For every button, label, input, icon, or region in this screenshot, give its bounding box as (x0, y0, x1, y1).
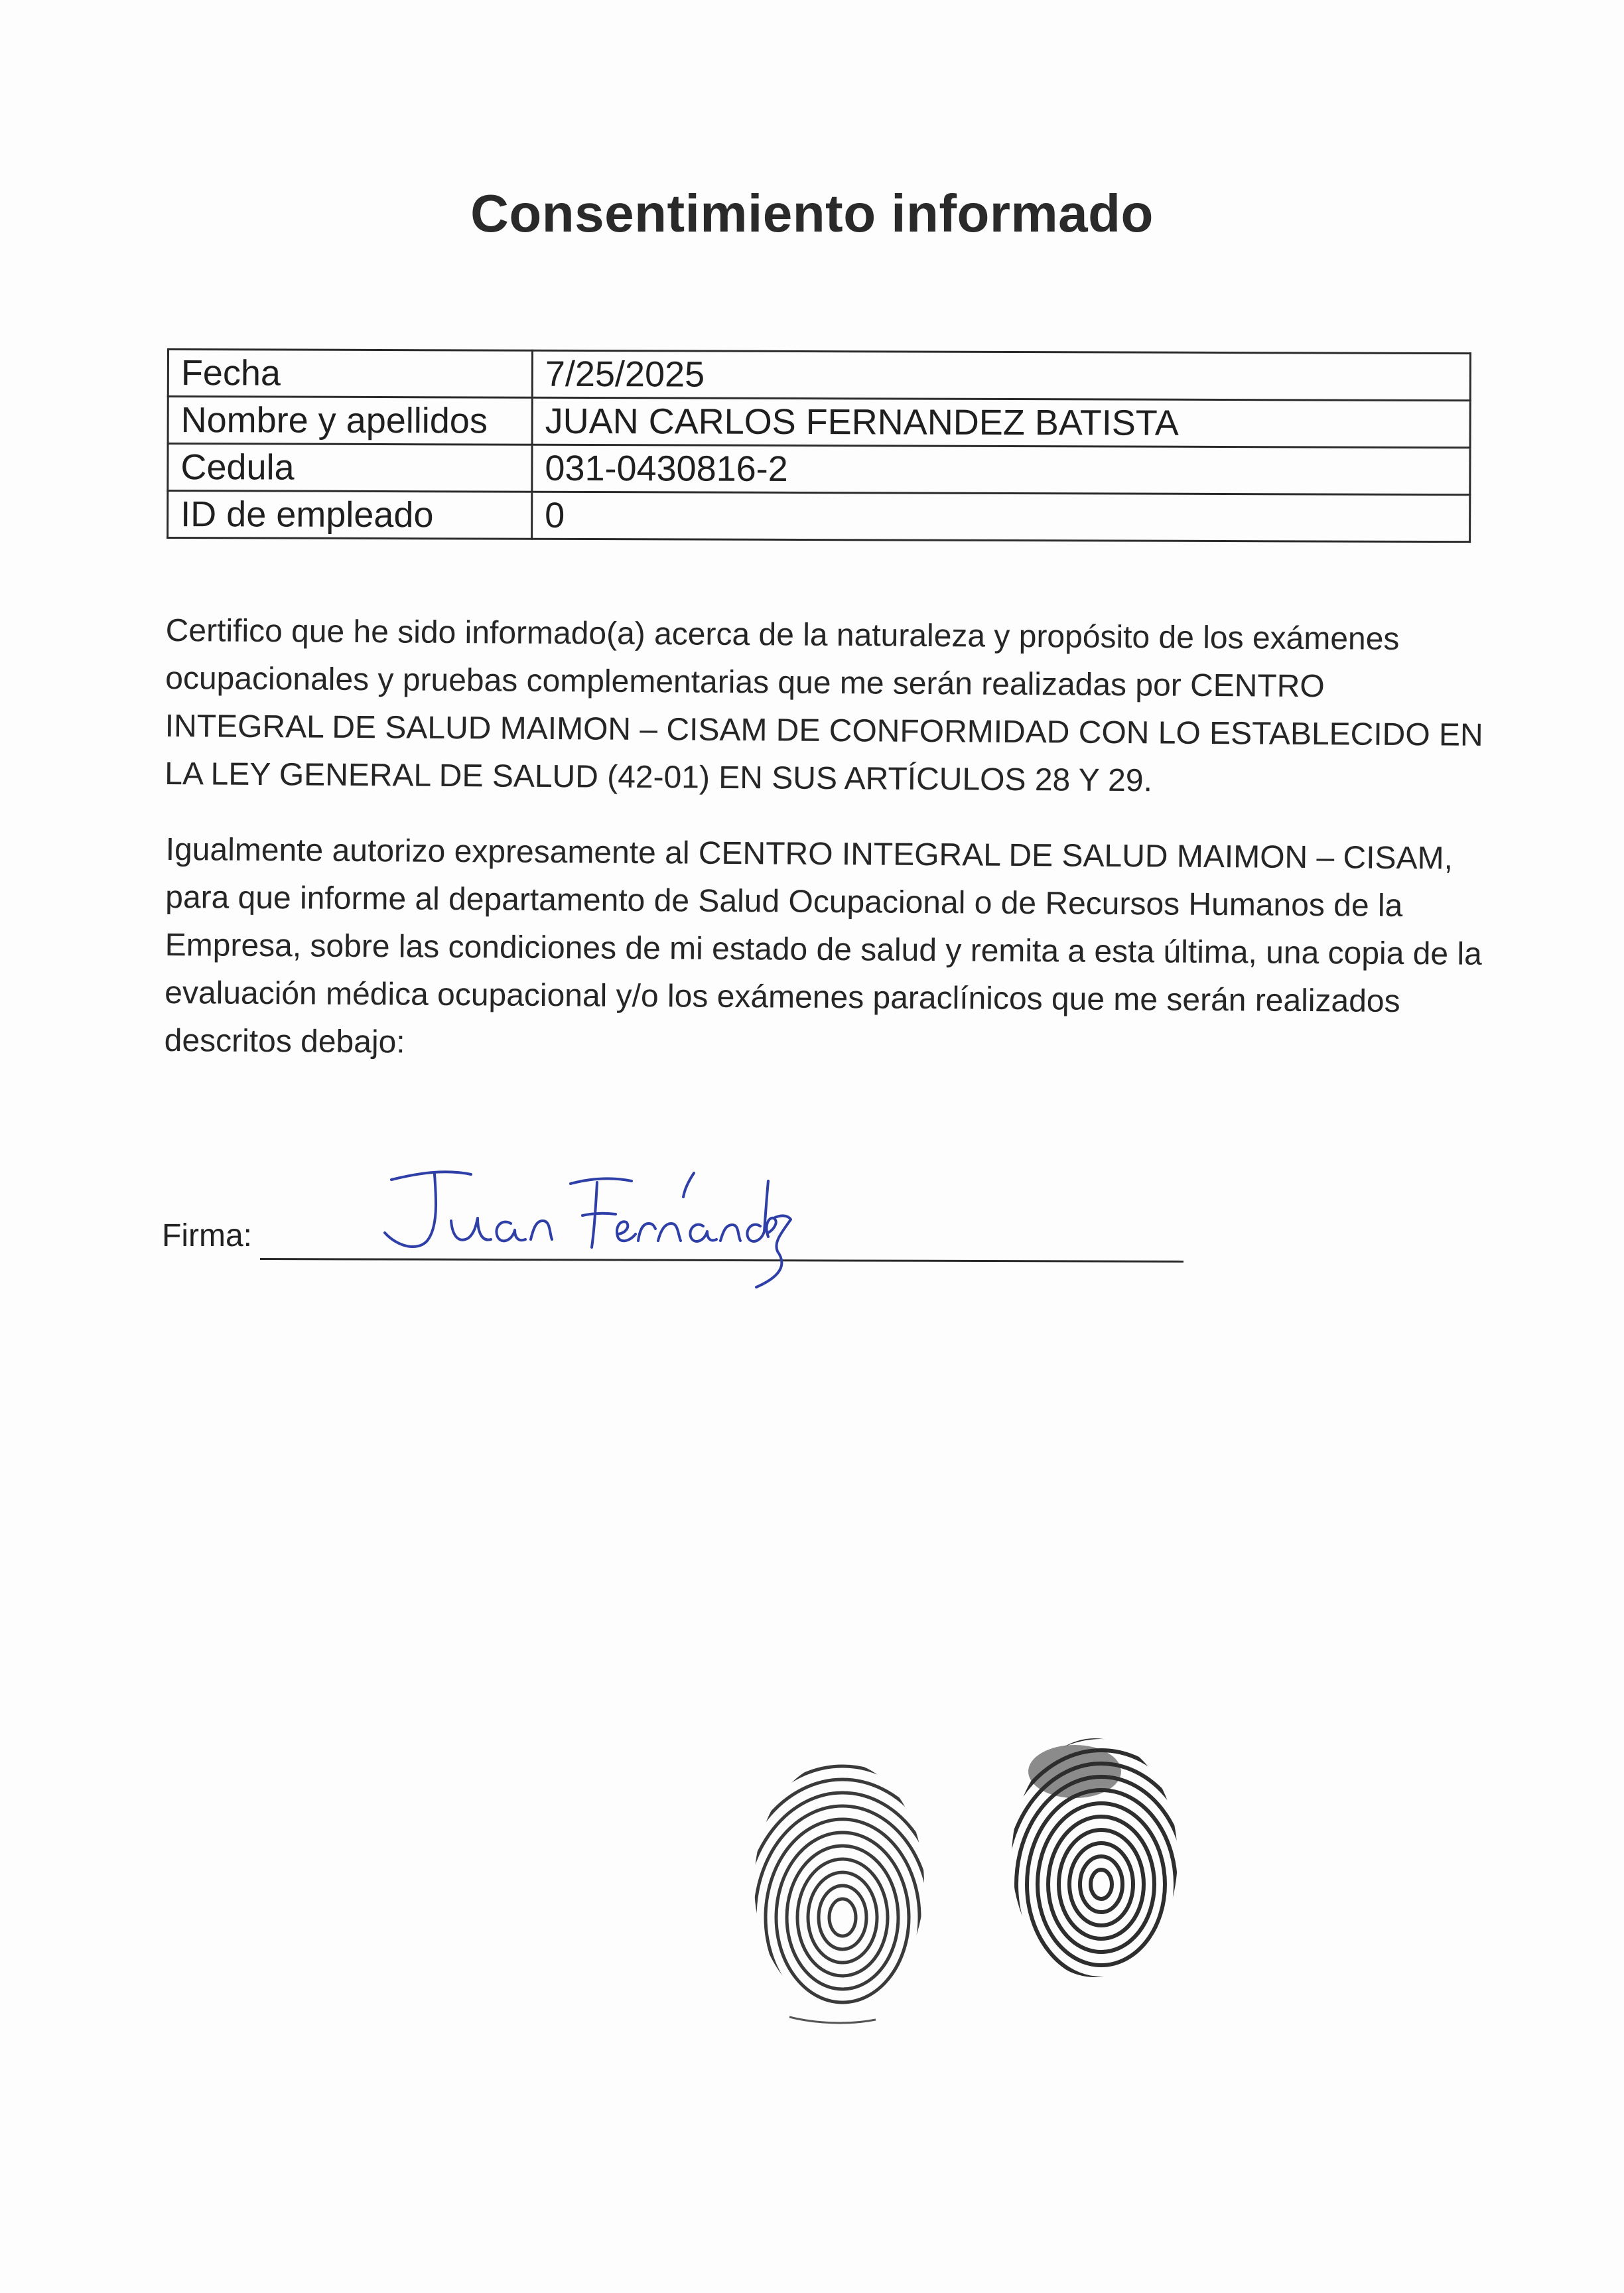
field-value-cedula: 031-0430816-2 (532, 445, 1470, 494)
table-row (168, 397, 1470, 448)
field-label-cedula: Cedula (168, 444, 532, 492)
field-value-id-empleado: 0 (532, 492, 1470, 541)
signature-label: Firma: (162, 1218, 252, 1253)
handwritten-signature (372, 1154, 796, 1294)
consent-paragraph-2: Igualmente autorizo expresamente al CENTRO INTEGRAL DE SALUD MAIMON – CISAM, para que informe al departamento de Salud Ocupacional o de Recursos Humanos de la Empresa, sobre las condiciones de mi estado de salud y remita a esta última, una copia de la evaluación médica ocupacional y/o los exámenes paraclínicos que me serán realizados descritos debajo: (164, 831, 1482, 1060)
field-label-nombre: Nombre y apellidos (168, 397, 532, 445)
info-table (167, 348, 1471, 543)
field-value-fecha: 7/25/2025 (532, 350, 1470, 400)
document-title: Consentimiento informado (470, 184, 1154, 243)
fingerprint-icon (743, 1752, 935, 2030)
field-label-id-empleado: ID de empleado (168, 491, 532, 539)
field-value-nombre: JUAN CARLOS FERNANDEZ BATISTA (532, 397, 1470, 447)
field-label-fecha: Fecha (168, 350, 532, 398)
consent-paragraph-1: Certifico que he sido informado(a) acerca de la naturaleza y propósito de los exámenes ocupacionales y pruebas complementarias que me serán realizadas por CENTRO INTEGRAL DE SALUD MAIMON – CISAM DE CONFORMIDAD CON LO ESTABLECIDO EN LA LEY GENERAL DE SALUD (42-01) EN SUS ARTÍCULOS 28 Y 29. (165, 612, 1483, 799)
table-row (168, 491, 1470, 542)
table-row (168, 444, 1470, 495)
table-row (168, 350, 1470, 401)
fingerprint-icon (1002, 1732, 1194, 1997)
